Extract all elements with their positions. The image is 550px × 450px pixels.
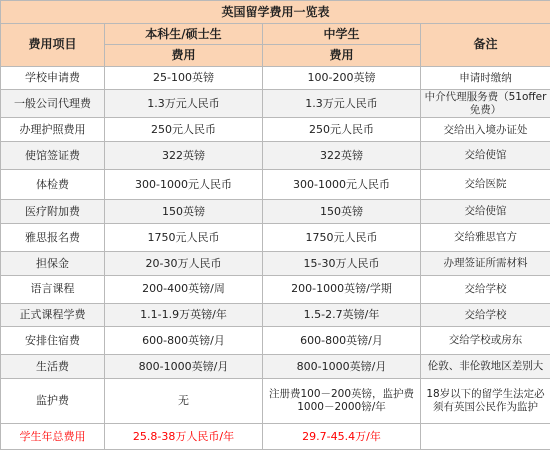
cell-item: 一般公司代理费 [1, 90, 105, 118]
cell-undergrad: 1.3万元人民币 [105, 90, 263, 118]
cell-secondary: 15-30万人民币 [263, 251, 421, 275]
cell-undergrad: 600-800英镑/月 [105, 327, 263, 355]
cell-note: 交给出入境办证处 [421, 118, 550, 142]
cell-item: 体检费 [1, 170, 105, 200]
cell-item: 学校申请费 [1, 66, 105, 90]
cell-secondary: 300-1000元人民币 [263, 170, 421, 200]
table-row [1, 327, 550, 355]
table-row [1, 200, 550, 224]
cell-undergrad: 25-100英镑 [105, 66, 263, 90]
cell-undergrad: 1.1-1.9万英镑/年 [105, 303, 263, 327]
table-row [1, 355, 550, 379]
table-row [1, 251, 550, 275]
cell-item: 监护费 [1, 378, 105, 423]
cell-undergrad: 1750元人民币 [105, 223, 263, 251]
cell-undergrad: 200-400英镑/周 [105, 275, 263, 303]
cell-note: 中介代理服务费（51offer免费） [421, 90, 550, 118]
table-row [1, 223, 550, 251]
cell-secondary: 800-1000英镑/月 [263, 355, 421, 379]
table-row [1, 378, 550, 423]
cell-secondary: 250元人民币 [263, 118, 421, 142]
cell-note: 交给雅思官方 [421, 223, 550, 251]
cell-undergrad: 150英镑 [105, 200, 263, 224]
cell-note: 交给学校或房东 [421, 327, 550, 355]
cell-secondary: 100-200英镑 [263, 66, 421, 90]
cell-undergrad: 800-1000英镑/月 [105, 355, 263, 379]
table-row [1, 170, 550, 200]
title-row [1, 1, 550, 24]
cell-item: 使馆签证费 [1, 142, 105, 170]
total-item: 学生年总费用 [1, 424, 105, 450]
cell-secondary: 200-1000英镑/学期 [263, 275, 421, 303]
header-row [1, 23, 550, 45]
cell-undergrad: 250元人民币 [105, 118, 263, 142]
header-item: 费用项目 [1, 23, 105, 66]
total-note [421, 424, 550, 450]
table-row [1, 275, 550, 303]
cell-item: 担保金 [1, 251, 105, 275]
cell-undergrad: 322英镑 [105, 142, 263, 170]
cell-note: 交给使馆 [421, 200, 550, 224]
cell-undergrad: 无 [105, 378, 263, 423]
table-row [1, 66, 550, 90]
cell-secondary: 150英镑 [263, 200, 421, 224]
cell-note: 交给使馆 [421, 142, 550, 170]
header-note: 备注 [421, 23, 550, 66]
cell-secondary: 322英镑 [263, 142, 421, 170]
table-row [1, 303, 550, 327]
cell-secondary: 1.5-2.7英镑/年 [263, 303, 421, 327]
cell-undergrad: 20-30万人民币 [105, 251, 263, 275]
cell-note: 办理签证所需材料 [421, 251, 550, 275]
table-row [1, 90, 550, 118]
cell-item: 语言课程 [1, 275, 105, 303]
cell-item: 生活费 [1, 355, 105, 379]
cell-item: 安排住宿费 [1, 327, 105, 355]
cell-note: 伦敦、非伦敦地区差别大 [421, 355, 550, 379]
cell-secondary: 1.3万元人民币 [263, 90, 421, 118]
cell-secondary: 600-800英镑/月 [263, 327, 421, 355]
header-undergrad: 本科生/硕士生 [105, 23, 263, 45]
table-row [1, 118, 550, 142]
cell-item: 正式课程学费 [1, 303, 105, 327]
cell-undergrad: 300-1000元人民币 [105, 170, 263, 200]
total-row [1, 424, 550, 450]
cell-secondary: 注册费100－200英镑，监护费1000－2000镑/年 [263, 378, 421, 423]
cell-item: 医疗附加费 [1, 200, 105, 224]
cell-secondary: 1750元人民币 [263, 223, 421, 251]
header-secondary: 中学生 [263, 23, 421, 45]
cell-item: 办理护照费用 [1, 118, 105, 142]
subheader-undergrad-fee: 费用 [105, 45, 263, 67]
cell-item: 雅思报名费 [1, 223, 105, 251]
cell-note: 18岁以下的留学生法定必须有英国公民作为监护 [421, 378, 550, 423]
cell-note: 交给学校 [421, 303, 550, 327]
table-row [1, 142, 550, 170]
total-undergrad: 25.8-38万人民币/年 [105, 424, 263, 450]
subheader-secondary-fee: 费用 [263, 45, 421, 67]
total-secondary: 29.7-45.4万/年 [263, 424, 421, 450]
cell-note: 交给医院 [421, 170, 550, 200]
cell-note: 申请时缴纳 [421, 66, 550, 90]
table-title: 英国留学费用一览表 [1, 1, 550, 24]
cell-note: 交给学校 [421, 275, 550, 303]
